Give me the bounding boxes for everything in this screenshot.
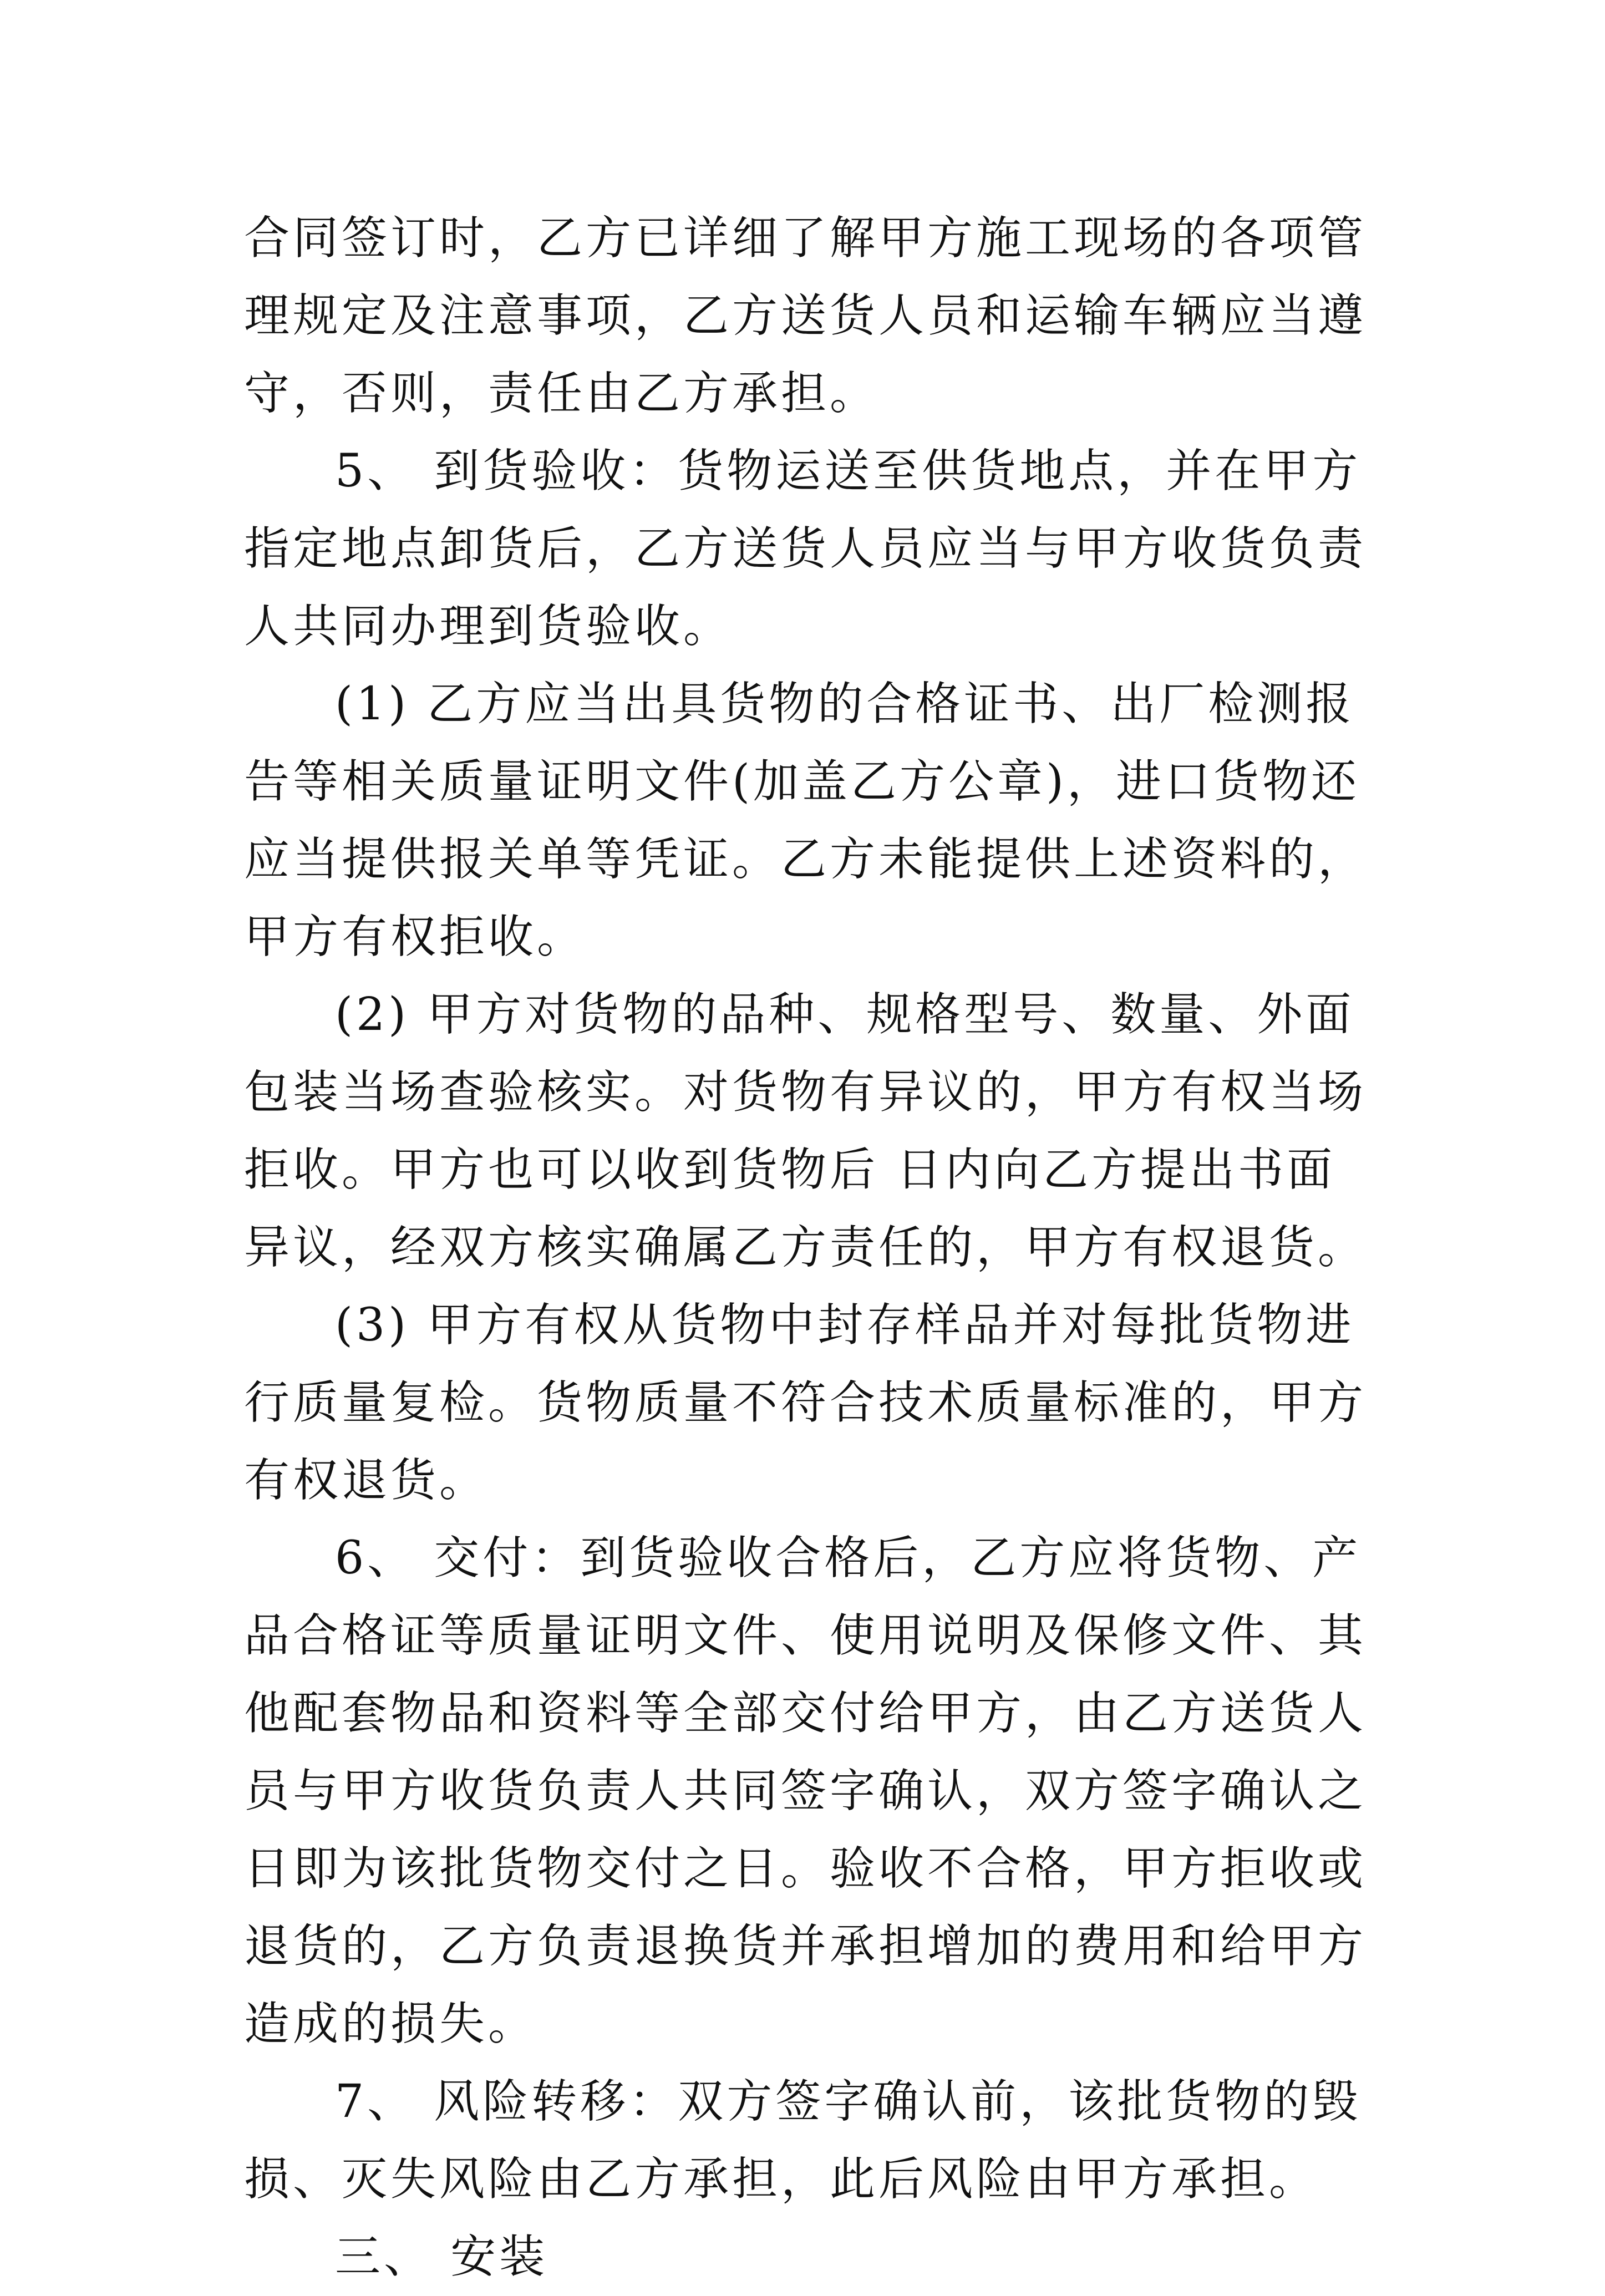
paragraph-clause-6: 6、 交付：到货验收合格后，乙方应将货物、产品合格证等质量证明文件、使用说明及保修文件、其他配套物品和资料等全部交付给甲方，由乙方送货人员与甲方收货负责人共同签字确认，双方签字确认之日即为该批货物交付之日。验收不合格，甲方拒收或退货的，乙方负责退换货并承担增加的费用和给甲方造成的损失。 [244,1532,1367,2050]
paragraph-1: 合同签订时，乙方已详细了解甲方施工现场的各项管理规定及注意事项，乙方送货人员和运输车辆应当遵守，否则，责任由乙方承担。 [244,212,1367,420]
paragraph-clause-5: 5、 到货验收：货物运送至供货地点，并在甲方指定地点卸货后，乙方送货人员应当与甲方收货负责人共同办理到货验收。 [244,445,1367,653]
document-body [244,200,1381,2296]
section-heading-3: 三、 安装 [335,2231,548,2283]
paragraph-clause-7: 7、 风险转移：双方签字确认前，该批货物的毁损、灭失风险由乙方承担，此后风险由甲方承担。 [244,2075,1362,2206]
paragraph-item-2: (2) 甲方对货物的品种、规格型号、数量、外面包装当场查验核实。对货物有异议的，甲方有权当场拒收。甲方也可以收到货物后 日内向乙方提出书面异议，经双方核实确属乙方责任的，甲方有权退货。 [244,988,1367,1274]
paragraph-item-3: (3) 甲方有权从货物中封存样品并对每批货物进行质量复检。货物质量不符合技术质量标准的，甲方有权退货。 [244,1299,1367,1507]
paragraph-item-1: (1) 乙方应当出具货物的合格证书、出厂检测报告等相关质量证明文件(加盖乙方公章)，进口货物还应当提供报关单等凭证。乙方未能提供上述资料的，甲方有权拒收。 [244,678,1367,963]
